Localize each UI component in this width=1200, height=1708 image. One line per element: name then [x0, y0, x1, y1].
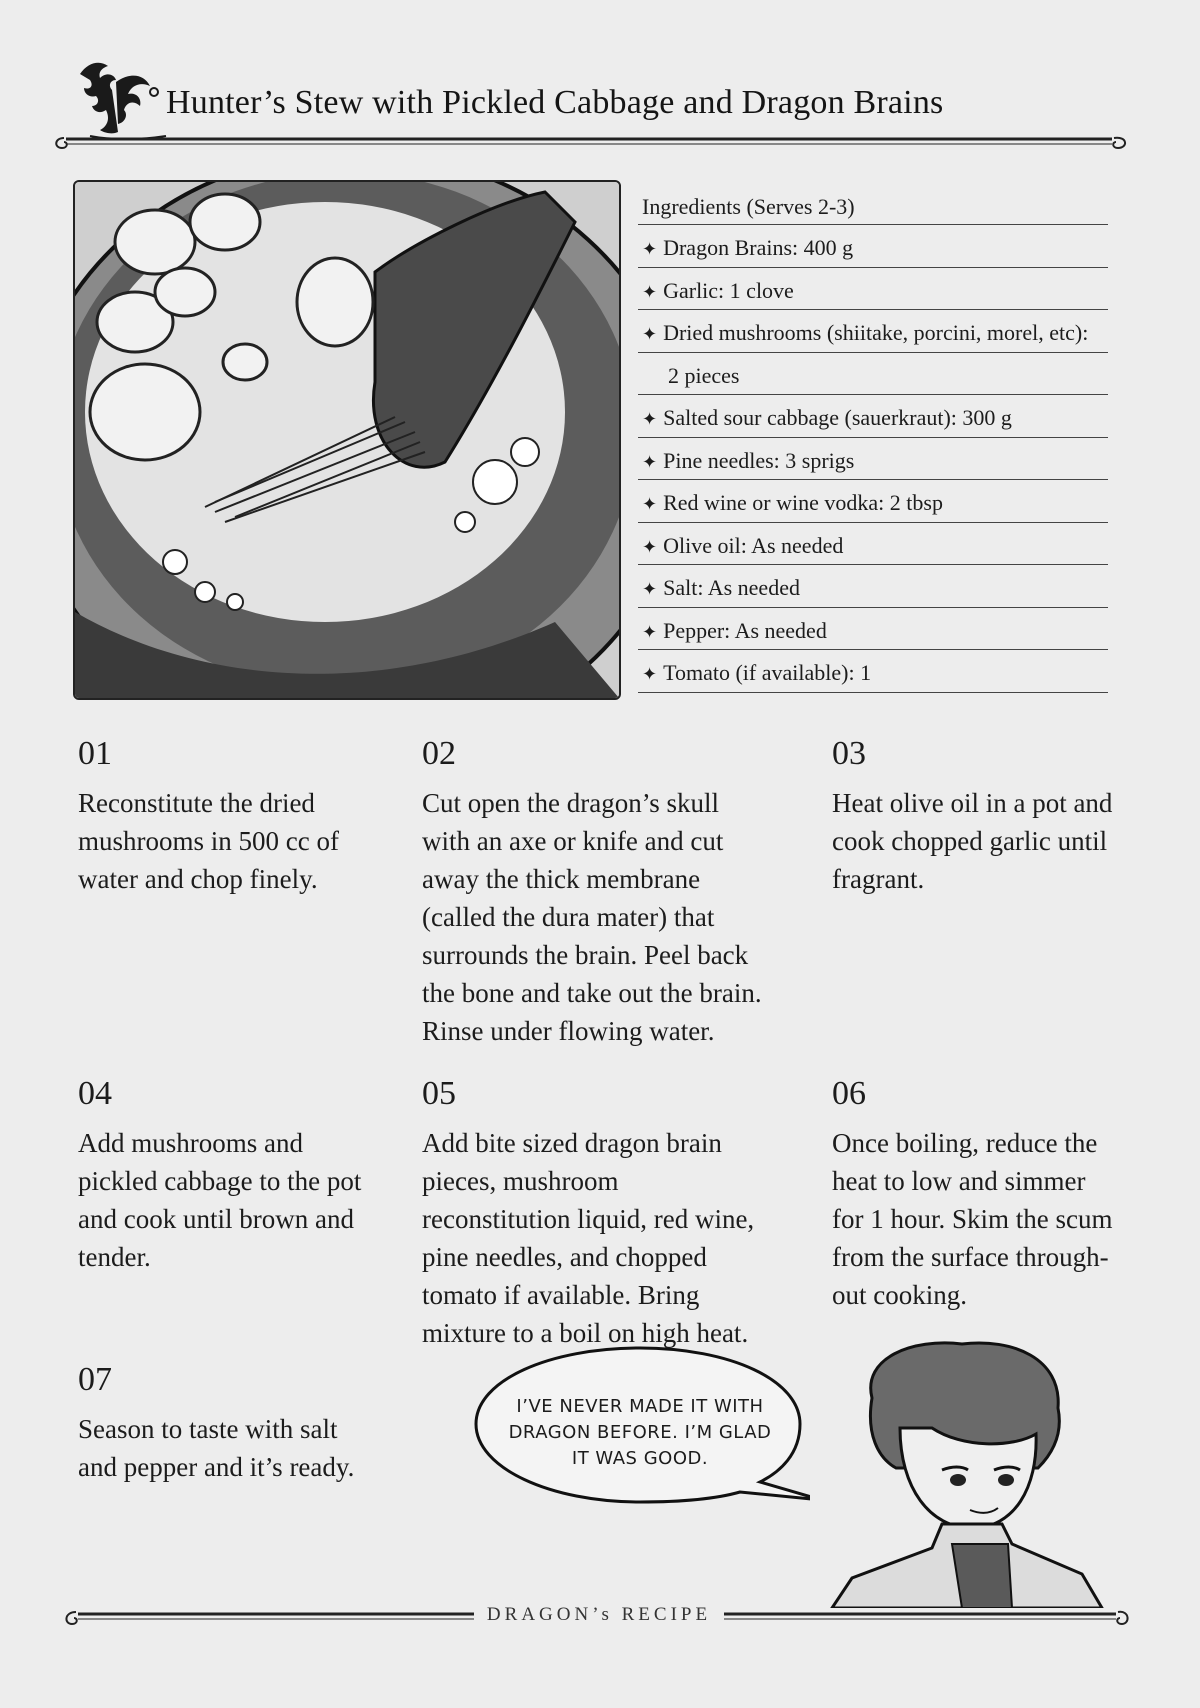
step-text: Add bite sized dragon brain pieces, mushroom reconstitution liquid, red wine, pine needles, and chopped tomato if available. Bring mixture to a boil on high heat.	[422, 1128, 755, 1348]
step-05	[422, 1074, 762, 1352]
ingredient-item-continued: 2 pieces	[638, 353, 1108, 396]
ingredient-item: ✦ Olive oil: As needed	[638, 523, 1108, 566]
stew-pot-illustration	[73, 180, 621, 700]
step-number: 02	[422, 735, 456, 772]
step-03	[832, 734, 1122, 898]
step-number: 01	[78, 735, 112, 772]
step-text: Season to taste with salt and pepper and it’s ready.	[78, 1414, 355, 1482]
ingredients-heading: Ingredients (Serves 2-3)	[638, 190, 1108, 225]
step-07	[78, 1360, 378, 1486]
ingredient-item: ✦ Pepper: As needed	[638, 608, 1108, 651]
footer-series-label: DRAGON’s RECIPE	[474, 1604, 724, 1626]
star-bullet-icon: ✦	[642, 409, 658, 430]
ingredient-item: ✦ Red wine or wine vodka: 2 tbsp	[638, 480, 1108, 523]
star-bullet-icon: ✦	[642, 239, 658, 260]
step-text: Heat olive oil in a pot and cook chopped garlic until fragrant.	[832, 788, 1113, 894]
step-text: Reconstitute the dried mushrooms in 500 cc of water and chop finely.	[78, 788, 339, 894]
ingredient-item: ✦ Dragon Brains: 400 g	[638, 225, 1108, 268]
star-bullet-icon: ✦	[642, 281, 658, 303]
step-number: 05	[422, 1075, 456, 1112]
step-01	[78, 734, 378, 898]
star-bullet-icon: ✦	[642, 494, 658, 515]
speech-text: I’VE NEVER MADE IT WITH DRAGON BEFORE. I’M GLAD IT WAS GOOD.	[508, 1396, 772, 1469]
step-number: 04	[78, 1075, 112, 1112]
star-bullet-icon: ✦	[642, 536, 658, 558]
step-02	[422, 734, 762, 1050]
step-number: 07	[78, 1361, 112, 1398]
ingredient-item: ✦ Salt: As needed	[638, 565, 1108, 608]
star-bullet-icon: ✦	[642, 621, 658, 643]
star-bullet-icon: ✦	[642, 324, 658, 345]
boy-character-illustration	[812, 1338, 1112, 1608]
step-text: Cut open the dragon’s skull with an axe or knife and cut away the thick membrane (called the dura mater) that surrounds the brain. Peel back the bone and take out the brain. Rinse under flowing water.	[422, 788, 762, 1046]
star-bullet-icon: ✦	[642, 664, 658, 685]
step-06	[832, 1074, 1122, 1314]
step-number: 06	[832, 1075, 866, 1112]
ingredient-item: ✦ Dried mushrooms (shiitake, porcini, morel, etc):	[638, 310, 1108, 353]
recipe-title: Hunter’s Stew with Pickled Cabbage and Dragon Brains	[166, 84, 944, 121]
header-divider	[52, 128, 1130, 152]
step-text: Once boiling, reduce the heat to low and simmer for 1 hour. Skim the scum from the surface through-out cooking.	[832, 1128, 1113, 1310]
ingredient-item: ✦ Garlic: 1 clove	[638, 268, 1108, 311]
step-number: 03	[832, 735, 866, 772]
star-bullet-icon: ✦	[642, 451, 658, 473]
step-04	[78, 1074, 378, 1276]
ingredient-item: ✦ Pine needles: 3 sprigs	[638, 438, 1108, 481]
step-text: Add mushrooms and pickled cabbage to the pot and cook until brown and tender.	[78, 1128, 362, 1272]
ingredients-list	[638, 190, 1108, 693]
ingredient-item: ✦ Salted sour cabbage (sauerkraut): 300 g	[638, 395, 1108, 438]
ingredient-item: ✦ Tomato (if available): 1	[638, 650, 1108, 693]
star-bullet-icon: ✦	[642, 579, 658, 600]
